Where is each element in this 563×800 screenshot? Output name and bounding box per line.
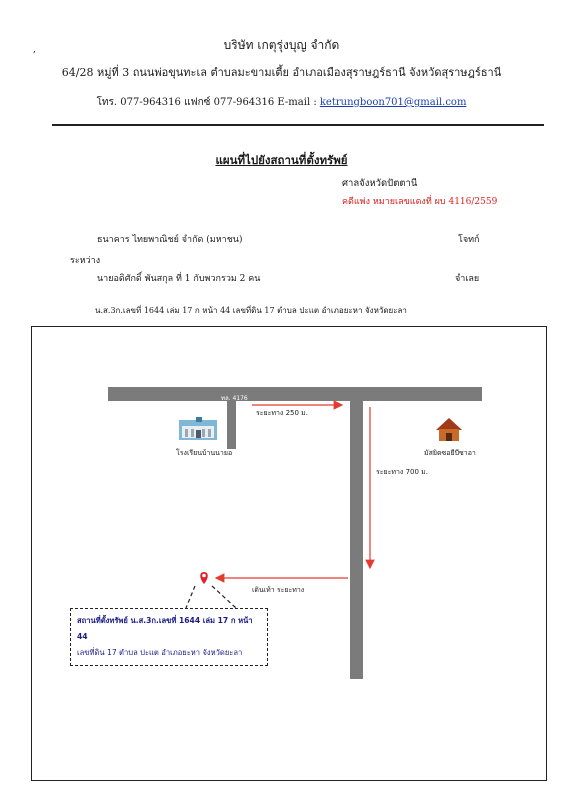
- company-address: 64/28 หมู่ที่ 3 ถนนพ่อขุนทะเล ตำบลมะขามเตี้ย อำเภอเมืองสุราษฎร์ธานี จังหวัดสุราษฎร์ธานี: [61, 66, 502, 79]
- defendant-role: จำเลย: [455, 274, 480, 284]
- callout-line-2: เลขที่ดิน 17 ตำบล ปะแต อำเภอยะหา จังหวัดยะลา: [77, 648, 243, 657]
- company-name: บริษัท เกตุรุ่งบุญ จำกัด: [223, 38, 340, 52]
- location-pin-icon: [200, 572, 208, 584]
- deed-description: น.ส.3ก.เลขที่ 1644 เล่ม 17 ก หน้า 44 เลขที่ดิน 17 ตำบล ปะแต อำเภอยะหา จังหวัดยะลา: [95, 306, 407, 315]
- court-name: ศาลจังหวัดปัตตานี: [342, 178, 418, 189]
- school-side-road: [227, 401, 236, 449]
- distance-250-label: ระยะทาง 250 ม.: [256, 409, 308, 417]
- defendant-name: นายอดิศักดิ์ พันสกุล ที่ 1 กับพวกรวม 2 คน: [97, 274, 261, 284]
- vertical-road: [350, 401, 363, 679]
- email-link[interactable]: ketrungboon701@gmail.com: [319, 97, 467, 108]
- mosque-label: มัสยิดซอยีบีซาอา: [424, 449, 476, 457]
- scan-mark: ,: [33, 45, 36, 55]
- property-callout: [70, 608, 268, 666]
- contact-phone-fax: โทร. 077-964316 แฟกซ์ 077-964316 E-mail :: [96, 97, 320, 108]
- school-icon: [179, 417, 217, 440]
- callout-connector: [186, 586, 236, 608]
- page-title: แผนที่ไปยังสถานที่ตั้งทรัพย์: [215, 153, 348, 167]
- school-label: โรงเรียนบ้านนายอ: [176, 449, 233, 457]
- main-road: [108, 387, 482, 401]
- mosque-icon: [436, 418, 462, 441]
- road-number-label: ทล. 4176: [221, 395, 248, 402]
- case-number: คดีแพ่ง หมายเลขแดงที่ ผบ 4116/2559: [342, 197, 498, 207]
- between-label: ระหว่าง: [70, 256, 101, 266]
- plaintiff-name: ธนาคาร ไทยพาณิชย์ จำกัด (มหาชน): [97, 235, 243, 245]
- callout-line-1: สถานที่ตั้งทรัพย์ น.ส.3ก.เลขที่ 1644 เล่ม 17 ก หน้า 44: [77, 616, 253, 641]
- walk-distance-label: เดินเท้า ระยะทาง: [252, 586, 305, 594]
- plaintiff-role: โจทก์: [458, 235, 480, 245]
- distance-700-label: ระยะทาง 700 ม.: [376, 468, 428, 476]
